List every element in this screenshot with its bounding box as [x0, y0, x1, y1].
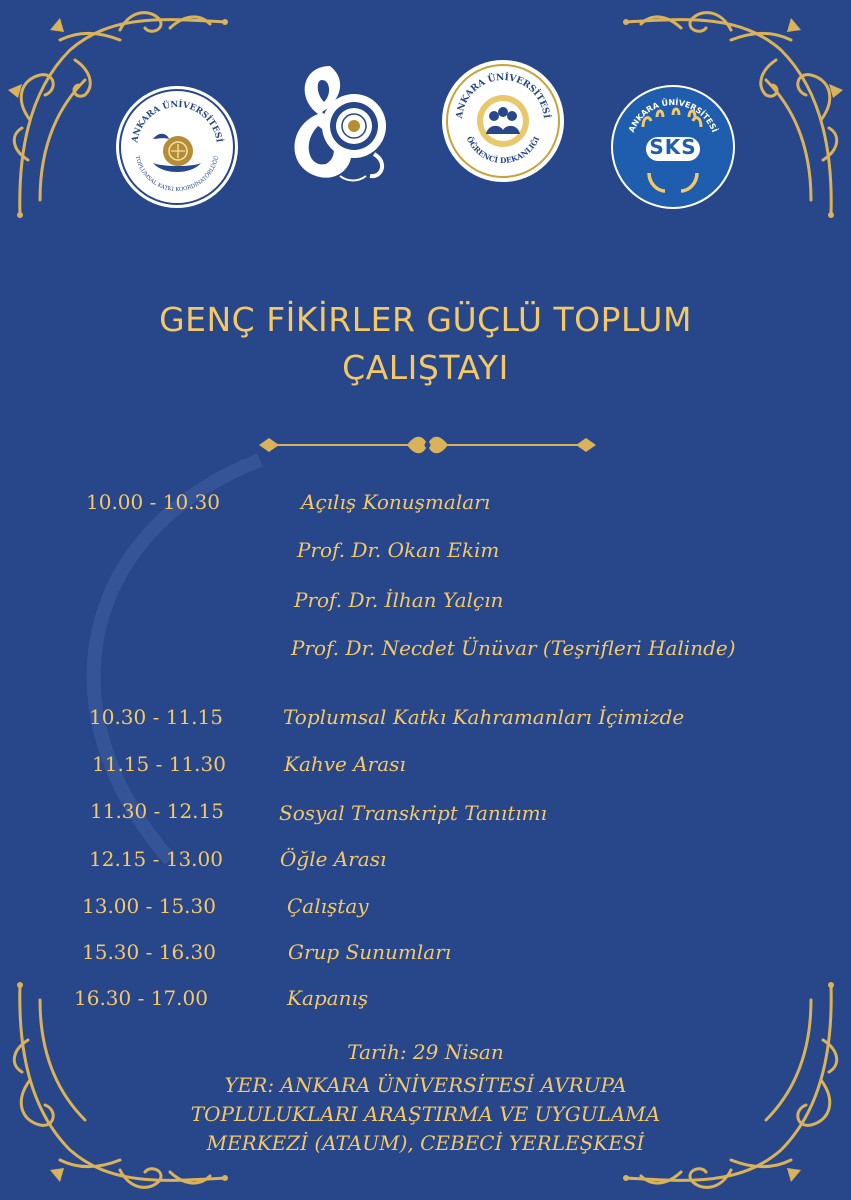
logo1-bottom-text: TOPLUMSAL KATKI KOORDİNATÖRLÜĞÜ — [133, 155, 221, 194]
schedule-activity: Kapanış — [287, 986, 369, 1010]
location-line: MERKEZİ (ATAUM), CEBECİ YERLEŞKESİ — [206, 1131, 645, 1155]
schedule-time: 13.00 - 15.30 — [82, 894, 216, 918]
schedule-activity: Grup Sunumları — [288, 940, 452, 964]
sks-logo-text: SKS — [649, 135, 697, 159]
location-line: YER: ANKARA ÜNİVERSİTESİ AVRUPA — [224, 1073, 627, 1097]
location-line: TOPLULUKLARI ARAŞTIRMA VE UYGULAMA — [190, 1102, 661, 1126]
ogrenci-dekanligi-emblem-icon — [450, 68, 556, 174]
event-date: Tarih: 29 Nisan — [347, 1040, 504, 1064]
event-title-line2: ÇALIŞTAYI — [342, 348, 509, 387]
schedule-time: 11.30 - 12.15 — [90, 799, 224, 823]
toplumsal-katki-emblem-icon — [123, 93, 231, 201]
schedule-time: 12.15 - 13.00 — [89, 847, 223, 871]
schedule-time: 10.30 - 11.15 — [89, 705, 223, 729]
80th-anniversary-logo — [278, 58, 396, 194]
schedule-activity: Kahve Arası — [284, 752, 406, 776]
event-title-line1: GENÇ FİKİRLER GÜÇLÜ TOPLUM — [159, 300, 692, 339]
logo3-bottom-text: ÖĞRENCİ DEKANLIĞI — [464, 134, 542, 166]
toplumsal-katki-logo — [116, 86, 238, 208]
schedule-time: 11.15 - 11.30 — [92, 752, 226, 776]
speaker-item: Prof. Dr. Okan Ekim — [297, 538, 500, 562]
sks-logo — [611, 85, 735, 209]
schedule-activity: Toplumsal Katkı Kahramanları İçimizde — [283, 705, 685, 729]
logo3-top-text: ANKARA ÜNİVERSİTESİ — [454, 72, 551, 120]
schedule-activity: Çalıştay — [287, 894, 369, 918]
ogrenci-dekanligi-logo — [442, 60, 564, 182]
anniversary-80-icon — [278, 58, 396, 194]
svg-text:ANKARA ÜNİVERSİTESİ — [627, 97, 720, 134]
speaker-item: Prof. Dr. Necdet Ünüvar (Teşrifleri Halinde) — [291, 636, 736, 660]
schedule-activity: Öğle Arası — [280, 847, 387, 871]
logo1-top-text: ANKARA ÜNİVERSİTESİ — [130, 99, 224, 144]
schedule-time: 15.30 - 16.30 — [82, 940, 216, 964]
event-location — [0, 1071, 851, 1158]
schedule-activity: Sosyal Transkript Tanıtımı — [279, 801, 548, 825]
schedule-time: 16.30 - 17.00 — [74, 986, 208, 1010]
speaker-item: Prof. Dr. İlhan Yalçın — [294, 588, 504, 612]
schedule-time-opening: 10.00 - 10.30 — [86, 490, 220, 514]
logo4-top-text: ANKARA ÜNİVERSİTESİ — [626, 97, 720, 134]
ornamental-divider — [255, 430, 600, 460]
schedule-activity-opening: Açılış Konuşmaları — [301, 490, 491, 514]
